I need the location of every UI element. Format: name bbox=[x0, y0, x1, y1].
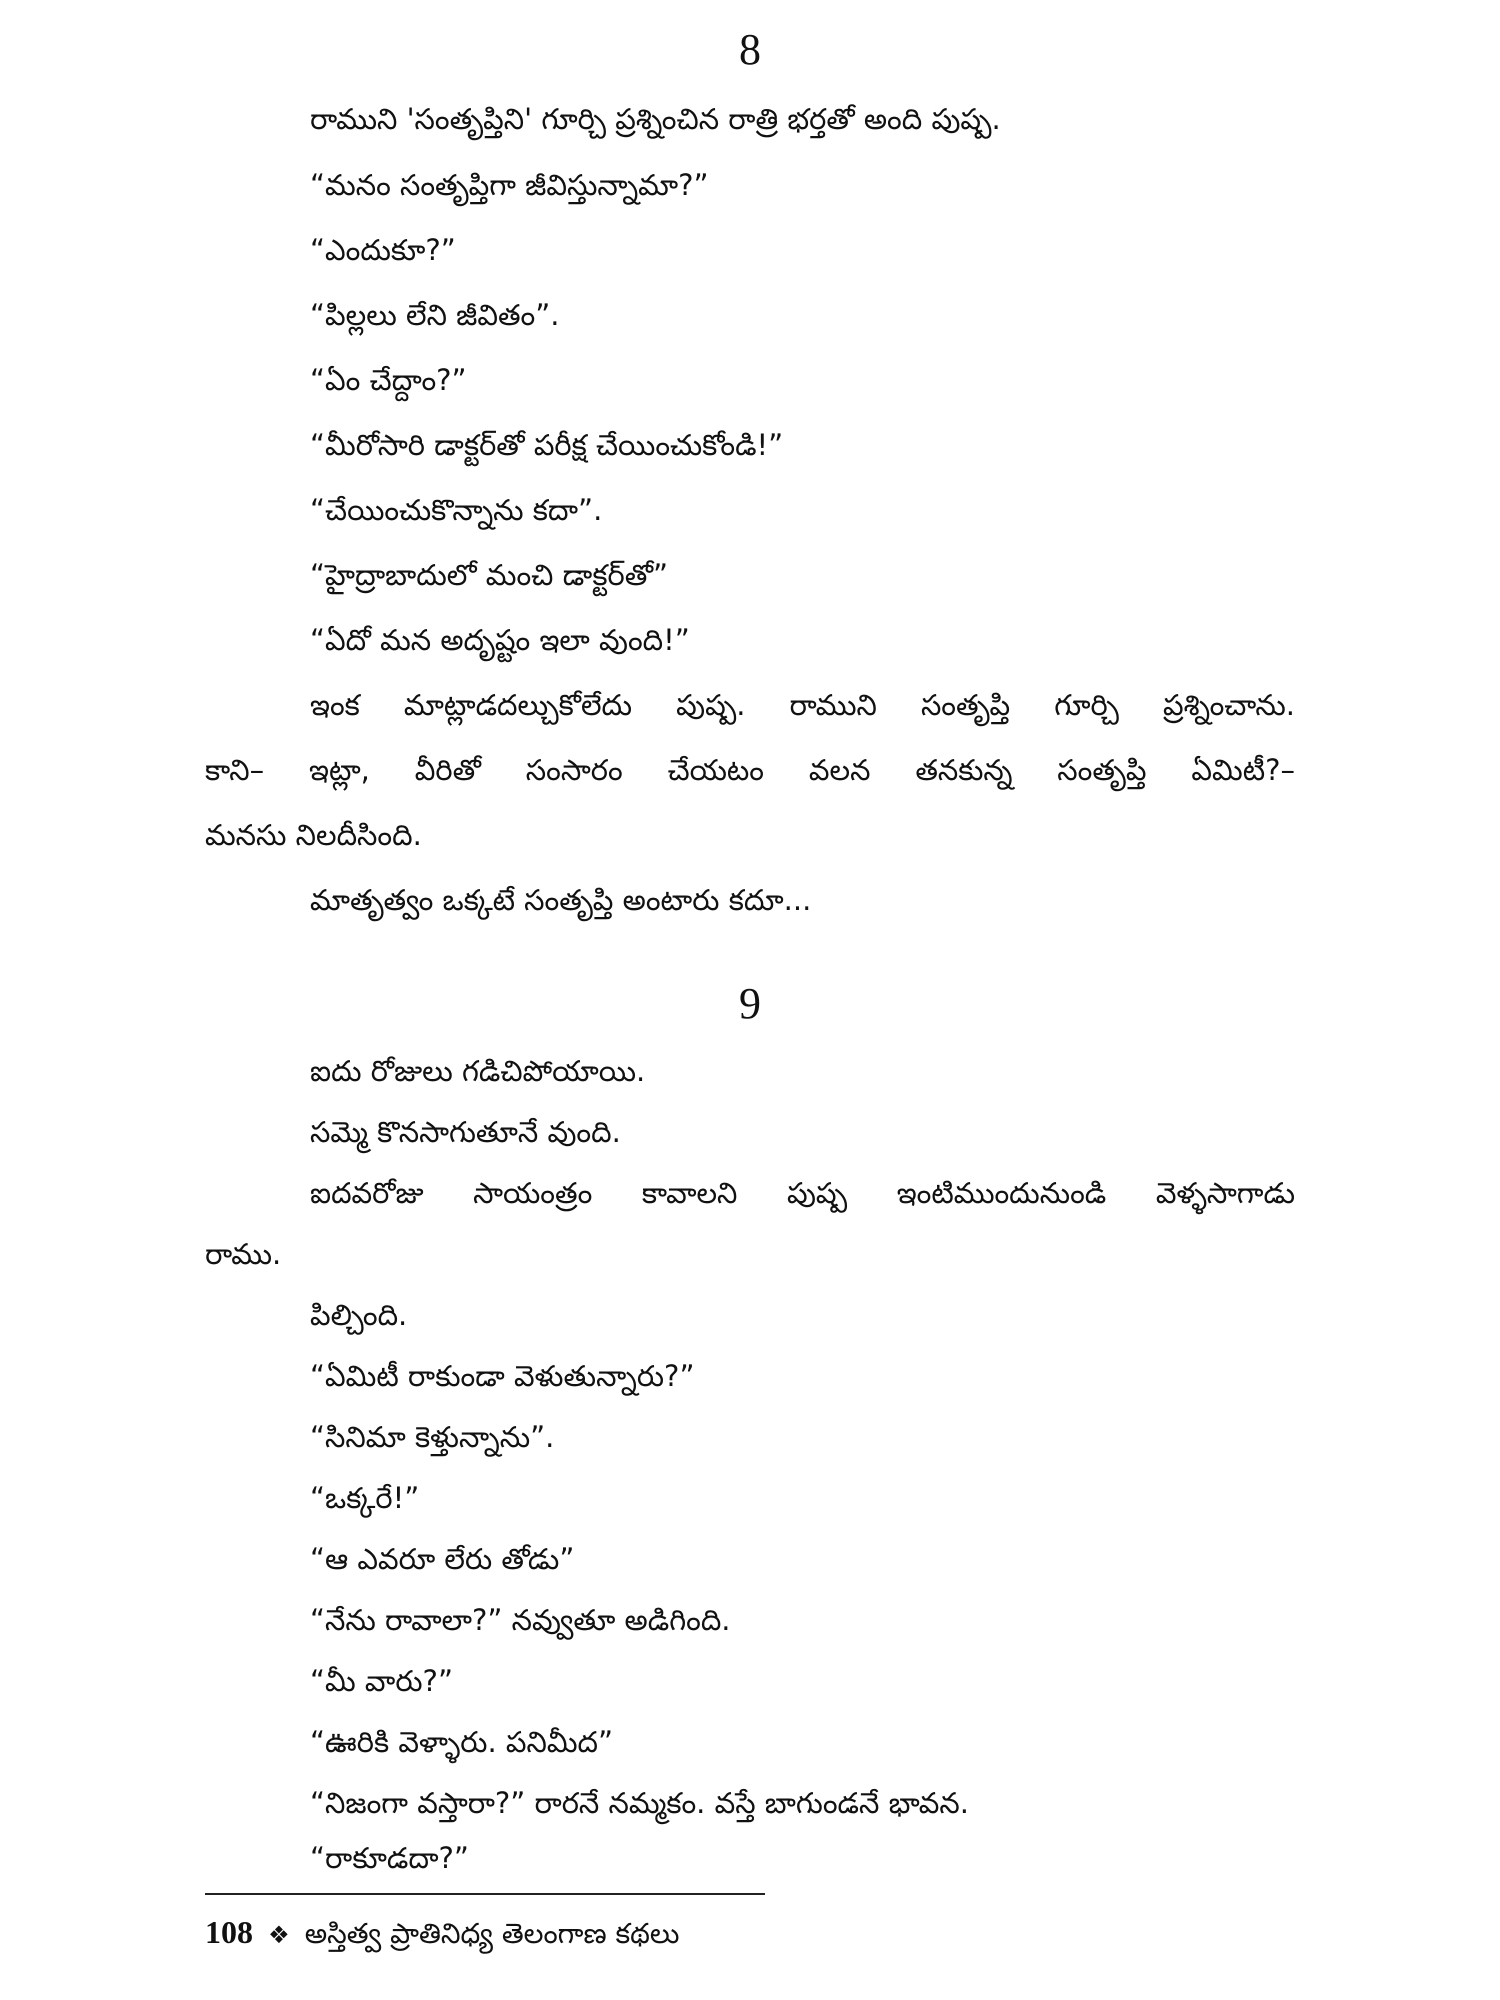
dialogue-line: “ఊరికి వెళ్ళారు. పనిమీద” bbox=[310, 1725, 614, 1759]
dialogue-line: “ఒక్కరే!” bbox=[310, 1481, 420, 1515]
dialogue-line: “ఏదో మన అదృష్టం ఇలా వుంది!” bbox=[310, 623, 690, 657]
ornament-icon: ❖ bbox=[268, 1921, 290, 1949]
page-footer bbox=[205, 1910, 679, 1960]
dialogue-line: “మనం సంతృప్తిగా జీవిస్తున్నామా?” bbox=[310, 168, 709, 202]
dialogue-line: “నిజంగా వస్తారా?” రారనే నమ్మకం. వస్తే బాగుండనే భావన. bbox=[310, 1786, 969, 1820]
dialogue-line: “ఏం చేద్దాం?” bbox=[310, 363, 467, 397]
paragraph-line: రాముని 'సంతృప్తిని' గూర్చి ప్రశ్నించిన రాత్రి భర్తతో అంది పుష్ప. bbox=[310, 102, 1001, 136]
dialogue-line: “ఏమిటీ రాకుండా వెళుతున్నారు?” bbox=[310, 1359, 695, 1393]
chapter-number-9: 9 bbox=[739, 979, 761, 1028]
dialogue-line: “మీరోసారి డాక్టర్‌తో పరీక్ష చేయించుకోండి!” bbox=[310, 428, 784, 462]
page-number: 108 bbox=[205, 1914, 253, 1950]
paragraph-line: ఐదవరోజు సాయంత్రం కావాలని పుష్ప ఇంటిముందునుండి వెళ్ళసాగాడు bbox=[310, 1176, 1295, 1210]
chapter-number-8: 8 bbox=[739, 25, 761, 74]
dialogue-line: “పిల్లలు లేని జీవితం”. bbox=[310, 298, 560, 332]
paragraph-line: మనసు నిలదీసింది. bbox=[205, 818, 422, 852]
dialogue-line: “రాకూడదా?” bbox=[310, 1841, 469, 1875]
dialogue-line: “హైద్రాబాదులో మంచి డాక్టర్‌తో” bbox=[310, 558, 669, 592]
footer-rule bbox=[205, 1893, 765, 1895]
dialogue-line: “ఆ ఎవరూ లేరు తోడు” bbox=[310, 1542, 575, 1576]
dialogue-line: “చేయించుకొన్నాను కదా”. bbox=[310, 493, 603, 527]
paragraph-line: కాని– ఇట్లా, వీరితో సంసారం చేయటం వలన తనకున్న సంతృప్తి ఏమిటీ?– bbox=[205, 753, 1295, 787]
dialogue-line: “సినిమా కెళ్తున్నాను”. bbox=[310, 1420, 555, 1454]
dialogue-line: “ఎందుకూ?” bbox=[310, 233, 456, 267]
paragraph-line: పిల్చింది. bbox=[310, 1298, 408, 1332]
paragraph-line: మాతృత్వం ఒక్కటే సంతృప్తి అంటారు కదూ... bbox=[310, 883, 812, 917]
paragraph-line: ఐదు రోజులు గడిచిపోయాయి. bbox=[310, 1054, 646, 1088]
paragraph-line: రాము. bbox=[205, 1237, 282, 1271]
paragraph-line: ఇంక మాట్లాడదల్చుకోలేదు పుష్ప. రాముని సంతృప్తి గూర్చి ప్రశ్నించాను. bbox=[310, 688, 1295, 722]
dialogue-line: “మీ వారు?” bbox=[310, 1664, 453, 1698]
paragraph-line: సమ్మె కొనసాగుతూనే వుంది. bbox=[310, 1115, 621, 1149]
book-title: అస్తిత్వ ప్రాతినిధ్య తెలంగాణ కథలు bbox=[304, 1917, 680, 1950]
dialogue-line: “నేను రావాలా?” నవ్వుతూ అడిగింది. bbox=[310, 1603, 731, 1637]
